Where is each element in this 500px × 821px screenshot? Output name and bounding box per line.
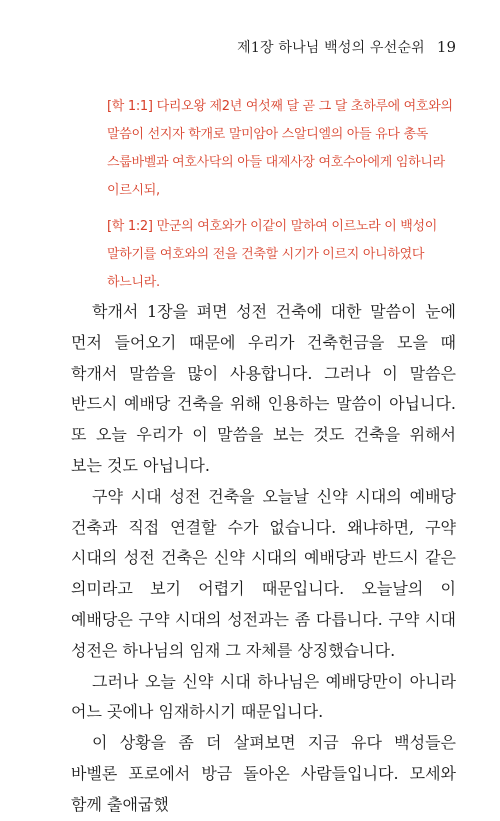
verse-reference: [학 1:1]	[107, 99, 153, 114]
verse-text: 다리오왕 제2년 여섯째 달 곧 그 달 초하루에 여호와의 말씀이 선지자 학개로 말미암아 스알디엘의 아들 유다 총독 스룹바벨과 여호사닥의 아들 대제사장 여호수아에게 임하니라 이르시되,	[107, 99, 453, 198]
scripture-quote-2	[107, 213, 462, 297]
body-text	[71, 297, 456, 821]
verse-text: 만군의 여호와가 이같이 말하여 이르노라 이 백성이 말하기를 여호와의 전을 건축할 시기가 이르지 아니하였다 하느니라.	[107, 219, 438, 290]
scripture-quote-1	[107, 93, 462, 205]
paragraph: 구약 시대 성전 건축을 오늘날 신약 시대의 예배당 건축과 직접 연결할 수가 없습니다. 왜냐하면, 구약 시대의 성전 건축은 신약 시대의 예배당과 반드시 같은 의미라고 보기 어렵기 때문입니다. 오늘날의 이 예배당은 구약 시대의 성전과는 좀 다릅니다. 구약 시대 성전은 하나님의 임재 그 자체를 상징했습니다.	[71, 486, 456, 660]
chapter-title: 제1장 하나님 백성의 우선순위	[237, 40, 425, 56]
page-number: 19	[436, 38, 456, 56]
verse-reference: [학 1:2]	[107, 219, 153, 234]
paragraph: 학개서 1장을 펴면 성전 건축에 대한 말씀이 눈에 먼저 들어오기 때문에 우리가 건축헌금을 모을 때 학개서 말씀을 많이 사용합니다. 그러나 이 말씀은 반드시 예배당 건축을 위해 인용하는 말씀이 아닙니다. 또 오늘 우리가 이 말씀을 보는 것도 건축을 위해서 보는 것도 아닙니다.	[71, 302, 456, 475]
paragraph: 그러나 오늘 신약 시대 하나님은 예배당만이 아니라 어느 곳에나 임재하시기 때문입니다.	[71, 671, 456, 722]
running-header	[237, 37, 456, 57]
paragraph: 이 상황을 좀 더 살펴보면 지금 유다 백성들은 바벨론 포로에서 방금 돌아온 사람들입니다. 모세와 함께 출애굽했	[71, 733, 456, 814]
